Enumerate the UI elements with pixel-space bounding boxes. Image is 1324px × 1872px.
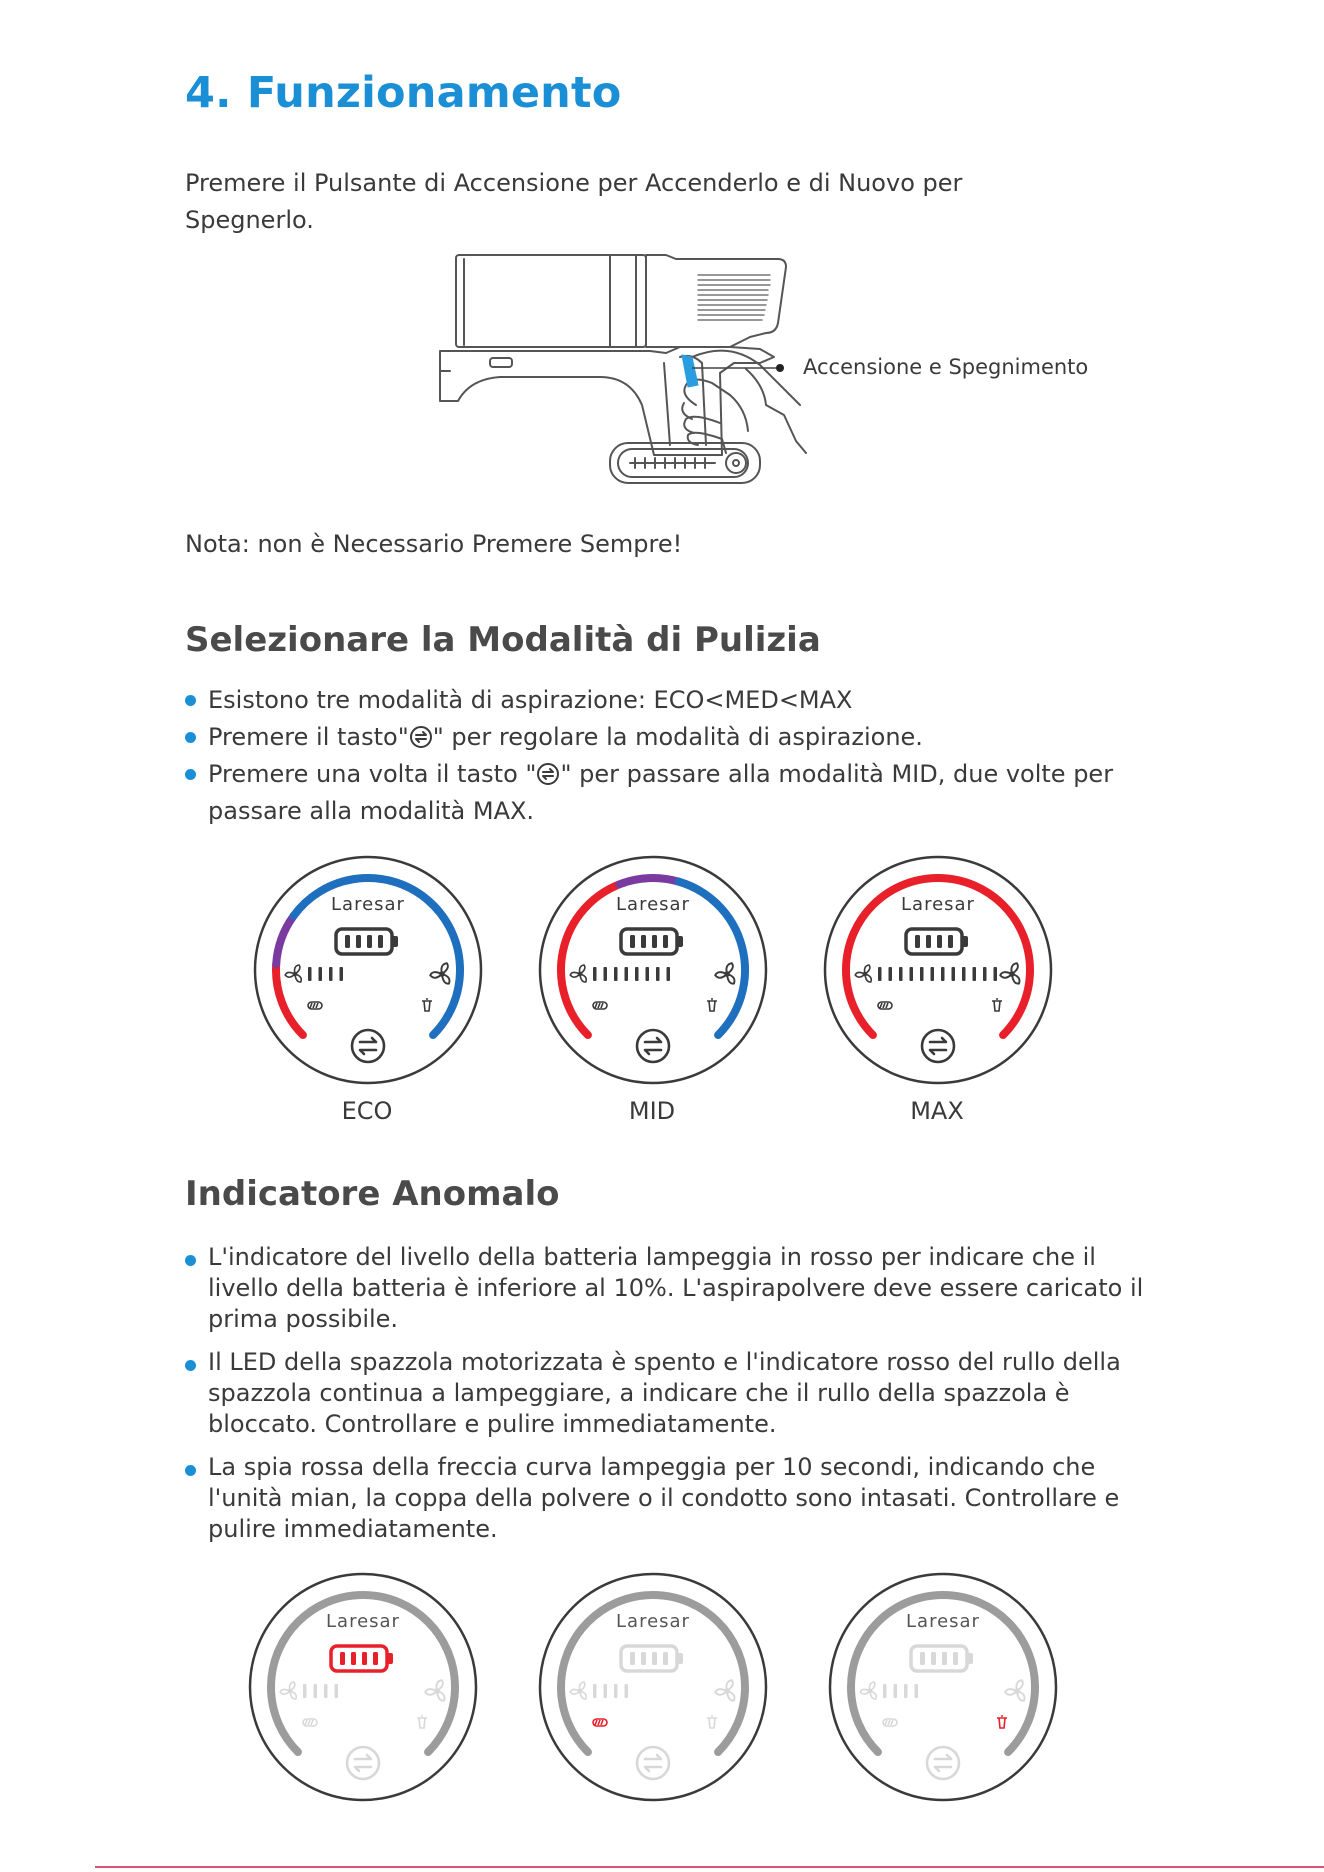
power-button-callout: Accensione e Spegnimento xyxy=(803,355,1089,379)
suction-level-bar xyxy=(319,967,323,981)
list-item: Esistono tre modalità di aspirazione: ECO<MED<MAX xyxy=(185,682,1145,719)
suction-level-bar xyxy=(983,967,987,981)
suction-level-bar xyxy=(329,967,333,981)
suction-level-bar xyxy=(593,967,597,981)
suction-level-bar xyxy=(889,967,893,981)
suction-level-bar xyxy=(910,967,914,981)
battery-cell xyxy=(641,1652,646,1665)
suction-level-bar xyxy=(625,1684,629,1698)
mode-label-max: MAX xyxy=(910,1097,964,1125)
suction-level-bar xyxy=(324,1684,328,1698)
suction-level-bar xyxy=(614,967,618,981)
mode-label-eco: ECO xyxy=(341,1097,393,1125)
battery-cell xyxy=(630,935,635,948)
battery-cell xyxy=(926,935,931,948)
battery-cell xyxy=(937,935,942,948)
suction-level-bar xyxy=(614,1684,618,1698)
suction-level-bar xyxy=(994,967,998,981)
battery-cell xyxy=(948,935,953,948)
page-title: 4. Funzionamento xyxy=(185,68,622,118)
modes-heading: Selezionare la Modalità di Pulizia xyxy=(185,620,821,660)
battery-cell xyxy=(652,935,657,948)
suction-level-bar xyxy=(593,1684,597,1698)
brand-logo: Laresar xyxy=(616,894,690,915)
suction-level-bar xyxy=(952,967,956,981)
suction-level-bar xyxy=(667,967,671,981)
suction-level-bar xyxy=(920,967,924,981)
mode-label-mid: MID xyxy=(628,1097,676,1125)
battery-terminal xyxy=(962,936,968,947)
battery-cell xyxy=(942,1652,947,1665)
suction-level-bar xyxy=(962,967,966,981)
suction-level-bar xyxy=(625,967,629,981)
battery-cell xyxy=(362,1652,367,1665)
battery-cell xyxy=(953,1652,958,1665)
suction-level-bar xyxy=(635,967,639,981)
battery-cell xyxy=(351,1652,356,1665)
anomaly-heading: Indicatore Anomalo xyxy=(185,1174,560,1214)
dial-bin-warning xyxy=(827,1571,1059,1807)
suction-level-bar xyxy=(894,1684,898,1698)
dial-brush-warning xyxy=(537,1571,769,1807)
suction-level-bar xyxy=(303,1684,307,1698)
anomaly-bullet-list xyxy=(185,1242,1145,1557)
battery-cell xyxy=(373,1652,378,1665)
battery-cell xyxy=(340,1652,345,1665)
suction-level-bar xyxy=(915,1684,919,1698)
suction-level-bar xyxy=(314,1684,318,1698)
suction-level-bar xyxy=(656,967,660,981)
suction-level-bar xyxy=(604,1684,608,1698)
footer-rule xyxy=(95,1866,1324,1868)
battery-terminal xyxy=(967,1653,973,1664)
suction-level-bar xyxy=(878,967,882,981)
list-item: L'indicatore del livello della batteria lampeggia in rosso per indicare che il livello della batteria è inferiore al 10%. L'aspirapolvere deve essere caricato il prima possibile. xyxy=(185,1242,1145,1335)
mode-switch-icon xyxy=(409,725,433,749)
suction-level-bar xyxy=(931,967,935,981)
suction-level-bar xyxy=(973,967,977,981)
battery-cell xyxy=(663,935,668,948)
suction-level-bar xyxy=(604,967,608,981)
battery-terminal xyxy=(677,1653,683,1664)
suction-level-bar xyxy=(904,1684,908,1698)
battery-cell xyxy=(378,935,383,948)
brand-logo: Laresar xyxy=(616,1611,690,1632)
dial-mid xyxy=(537,854,769,1090)
list-item: La spia rossa della freccia curva lampeggia per 10 secondi, indicando che l'unità mian, la coppa della polvere o il condotto sono intasati. Controllare e pulire immediatamente. xyxy=(185,1452,1145,1545)
battery-cell xyxy=(931,1652,936,1665)
brand-logo: Laresar xyxy=(326,1611,400,1632)
list-item: Premere il tasto" " per regolare la modalità di aspirazione. xyxy=(185,719,1145,756)
suction-level-bar xyxy=(899,967,903,981)
modes-bullet-list xyxy=(185,682,1145,830)
battery-cell xyxy=(345,935,350,948)
battery-cell xyxy=(367,935,372,948)
suction-level-bar xyxy=(308,967,312,981)
battery-cell xyxy=(630,1652,635,1665)
suction-level-bar xyxy=(340,967,344,981)
mode-switch-icon xyxy=(536,762,560,786)
list-item: Il LED della spazzola motorizzata è spento e l'indicatore rosso del rullo della spazzola continua a lampeggiare, a indicare che il rullo della spazzola è bloccato. Controllare e pulire immediatamente. xyxy=(185,1347,1145,1440)
battery-cell xyxy=(663,1652,668,1665)
battery-terminal xyxy=(387,1653,393,1664)
dial-max xyxy=(822,854,1054,1090)
battery-cell xyxy=(652,1652,657,1665)
battery-cell xyxy=(641,935,646,948)
battery-terminal xyxy=(677,936,683,947)
brand-logo: Laresar xyxy=(906,1611,980,1632)
brand-logo: Laresar xyxy=(901,894,975,915)
dial-eco xyxy=(252,854,484,1090)
suction-level-bar xyxy=(883,1684,887,1698)
intro-paragraph: Premere il Pulsante di Accensione per Accenderlo e di Nuovo per Spegnerlo. xyxy=(185,169,963,234)
vacuum-illustration xyxy=(430,245,810,500)
dial-battery-warning xyxy=(247,1571,479,1807)
battery-cell xyxy=(920,1652,925,1665)
suction-level-bar xyxy=(941,967,945,981)
suction-level-bar xyxy=(646,967,650,981)
list-item: Premere una volta il tasto " " per passare alla modalità MID, due volte per passare alla modalità MAX. xyxy=(185,756,1145,830)
battery-cell xyxy=(356,935,361,948)
battery-terminal xyxy=(392,936,398,947)
brand-logo: Laresar xyxy=(331,894,405,915)
note-text: Nota: non è Necessario Premere Sempre! xyxy=(185,530,683,558)
battery-cell xyxy=(915,935,920,948)
suction-level-bar xyxy=(335,1684,339,1698)
